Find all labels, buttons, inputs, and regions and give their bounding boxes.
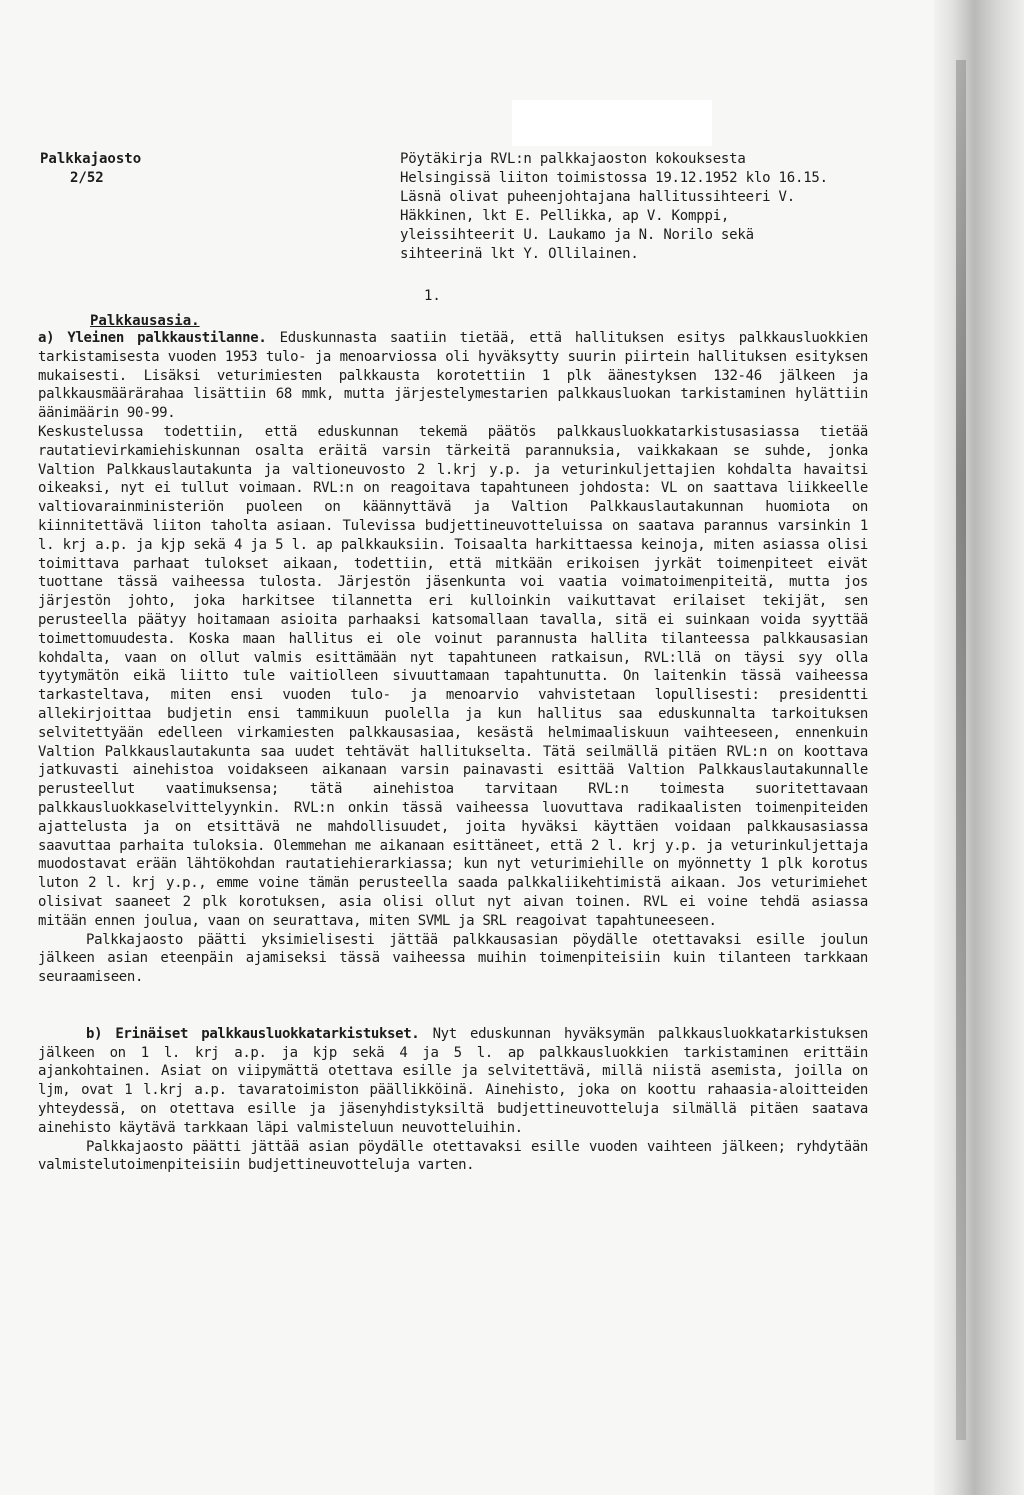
paragraph-a	[38, 329, 868, 423]
paragraph-b-label: b) Erinäiset palkkausluokkatarkistukset.	[86, 1025, 420, 1042]
header-left	[40, 150, 141, 188]
paragraph-a-label: a) Yleinen palkkaustilanne.	[38, 330, 267, 346]
section-name: Palkkajaosto	[40, 151, 142, 167]
paragraph-b	[38, 1025, 868, 1138]
scan-edge-strip	[956, 60, 966, 1440]
paragraph-a-text: Eduskunnasta saatiin tietää, että hallituksen esitys palkkausluokkien tarkistamisesta vuoden 1953 tulo- ja menoarviossa oli hyväksytty suurin piirtein hallituksen esityksen mukaisesti. Lisäksi veturimiesten palkkausta korotettiin 1 plk äänestyksen 132-46 jälkeen ja palkkausmäärärahaa lisättiin 68 mmk, mutta järjestelymestarien palkkausluokan tarkistaminen hylättiin äänimäärin 90-99.	[38, 330, 868, 422]
paragraph-discussion: Keskustelussa todettiin, että eduskunnan tekemä päätös palkkausluokkatarkistusasiassa tietää rautatievirkamiehiskunnan osalta eräitä varsin tärkeitä parannuksia, vaikkakaan se suhde, jonka Valtion Palkkauslautakunta ja valtioneuvosto 2 l.krj y.p. ja veturinkuljettajien kohdalta havaitsi oikeaksi, nyt ei tullut voimaan. RVL:n on reagoitava tapahtuneen johdosta: VL on saattava liikkeelle valtiovarainministeriön puoleen on käännyttävä ja Valtion Palkkauslautakunnan huomiota on kiinnitettävä liiton taholta asiaan. Tulevissa budjettineuvotteluissa on saatava parannus varsinkin 1 l. krj a.p. ja kjp sekä 4 ja 5 l. ap palkkauksiin. Toisaalta harkittaessa keinoja, miten asiassa olisi toimittava parhaat tulokset aikaan, todettiin, että mitkään erikoisen jyrkät toimenpiteet eivät tuottane tässä vaiheessa tulosta. Järjestön jäsenkunta voi vaatia voimatoimenpiteitä, mutta jos järjestön johto, joka harkitsee tilannetta eri kulloinkin vaikuttavat erilaiset tekijät, sen perusteella päätyy hoitamaan asioita parhaaksi katsomallaan tavalla, sitä ei suinkaan voida syyttää toimettomuudesta. Koska maan hallitus ei ole voinut parannusta hallita tilanteessa palkkausasian kohdalta, vaan on ollut valmis esittämään nyt tapahtuneen ratkaisun, RVL:llä on täysi syy olla tyytymätön eikä liitto tule vaitiolleen sivuuttamaan tapahtunutta. On laitenkin tässä vaiheessa tarkasteltava, miten ensi vuoden tulo- ja menoarvio vahvistetaan lopullisesti: presidentti allekirjoittaa budjetin ensi tammikuun puolella ja kun hallitus saa eduskunnalta tarkoituksen selvitettyään edelleen virkamiesten palkkausasiaa, kesästä helmimaaliskuun vaihteeseen, ennenkuin Valtion Palkkauslautakunta saa uudet tehtävät hallitukselta. Tätä seilmällä pitäen RVL:n on koottava jatkuvasti ainehistoa voidakseen aikanaan varsin painavasti esittää Valtion Palkkauslautakunnalle perusteellut vaatimuksensa; tätä ainehistoa tarvitaan RVL:n toimesta suoritettavaan palkkausluokkaselvittelyynkin. RVL:n onkin tässä vaiheessa luovuttava radikaalisten toimenpiteiden ajattelusta ja on etsittävä ne mahdollisuudet, joita hyväksi käyttäen voidaan palkkausasiassa saavuttaa parhaita tuloksia. Olemmehan me aikanaan esittäneet, että 2 l. krj y.p. ja veturinkuljettaja muodostavat erään lähtökohdan rautatiehierarkiassa; kun nyt veturimiehille on myönnetty 1 plk korotus luton 2 l. krj y.p., emme voine tämän perusteella saada palkkaliikehtimistä aikaan. Jos veturimiehet olisivat saaneet 2 plk korotuksen, asia olisi ollut nyt aivan toinen. RVL ei voine tehdä asiassa mitään ennen joulua, vaan on seurattava, miten SVML ja SRL reagoivat tapahtuneeseen.	[38, 423, 868, 929]
section-number: 1.	[424, 288, 441, 304]
minutes-intro: Pöytäkirja RVL:n palkkajaoston kokouksesta Helsingissä liiton toimistossa 19.12.1952 klo 16.15. Läsnä olivat puheenjohtajana hallitussihteeri V. Häkkinen, lkt E. Pellikka, ap V. Komppi, yleissihteerit U. Laukamo ja N. Norilo sekä sihteerinä lkt Y. Ollilainen.	[400, 151, 828, 262]
scan-edge-shadow	[934, 0, 1024, 1495]
paragraph-b-text: Nyt eduskunnan hyväksymän palkkausluokkatarkistuksen jälkeen on 1 l. krj a.p. ja kjp sekä 4 ja 5 l. ap palkkausluokkien tarkistaminen erittäin ajankohtainen. Asiat on viipymättä otettava esille ja selvitettävä, millä niistä asemista, joilla on ljm, ovat 1 l.krj a.p. tavaratoimiston päällikköinä. Ainehisto, joka on koottu rahaasia-aloitteiden yhteydessä, on otettava esille ja jäsenyhdistyksiltä budjettineuvotteluja silmällä pitäen saatava ainehisto käytävä tarkkaan läpi valmisteluun neuvotteluihin.	[38, 1025, 868, 1136]
section-title: Palkkausasia.	[90, 313, 200, 329]
redaction-box	[512, 100, 712, 146]
document-number: 2/52	[70, 170, 104, 186]
paragraph-decision-1: Palkkajaosto päätti yksimielisesti jättää palkkausasian pöydälle otettavaksi esille joulun jälkeen asian eteenpäin ajamiseksi tässä vaiheessa muihin toimenpiteisiin kuin tilanteen tarkkaan seuraamiseen.	[38, 931, 868, 986]
document-body	[38, 329, 868, 1175]
paragraph-decision-2: Palkkajaosto päätti jättää asian pöydälle otettavaksi esille vuoden vaihteen jälkeen; ryhdytään valmistelutoimenpiteisiin budjettineuvotteluja varten.	[38, 1138, 868, 1174]
